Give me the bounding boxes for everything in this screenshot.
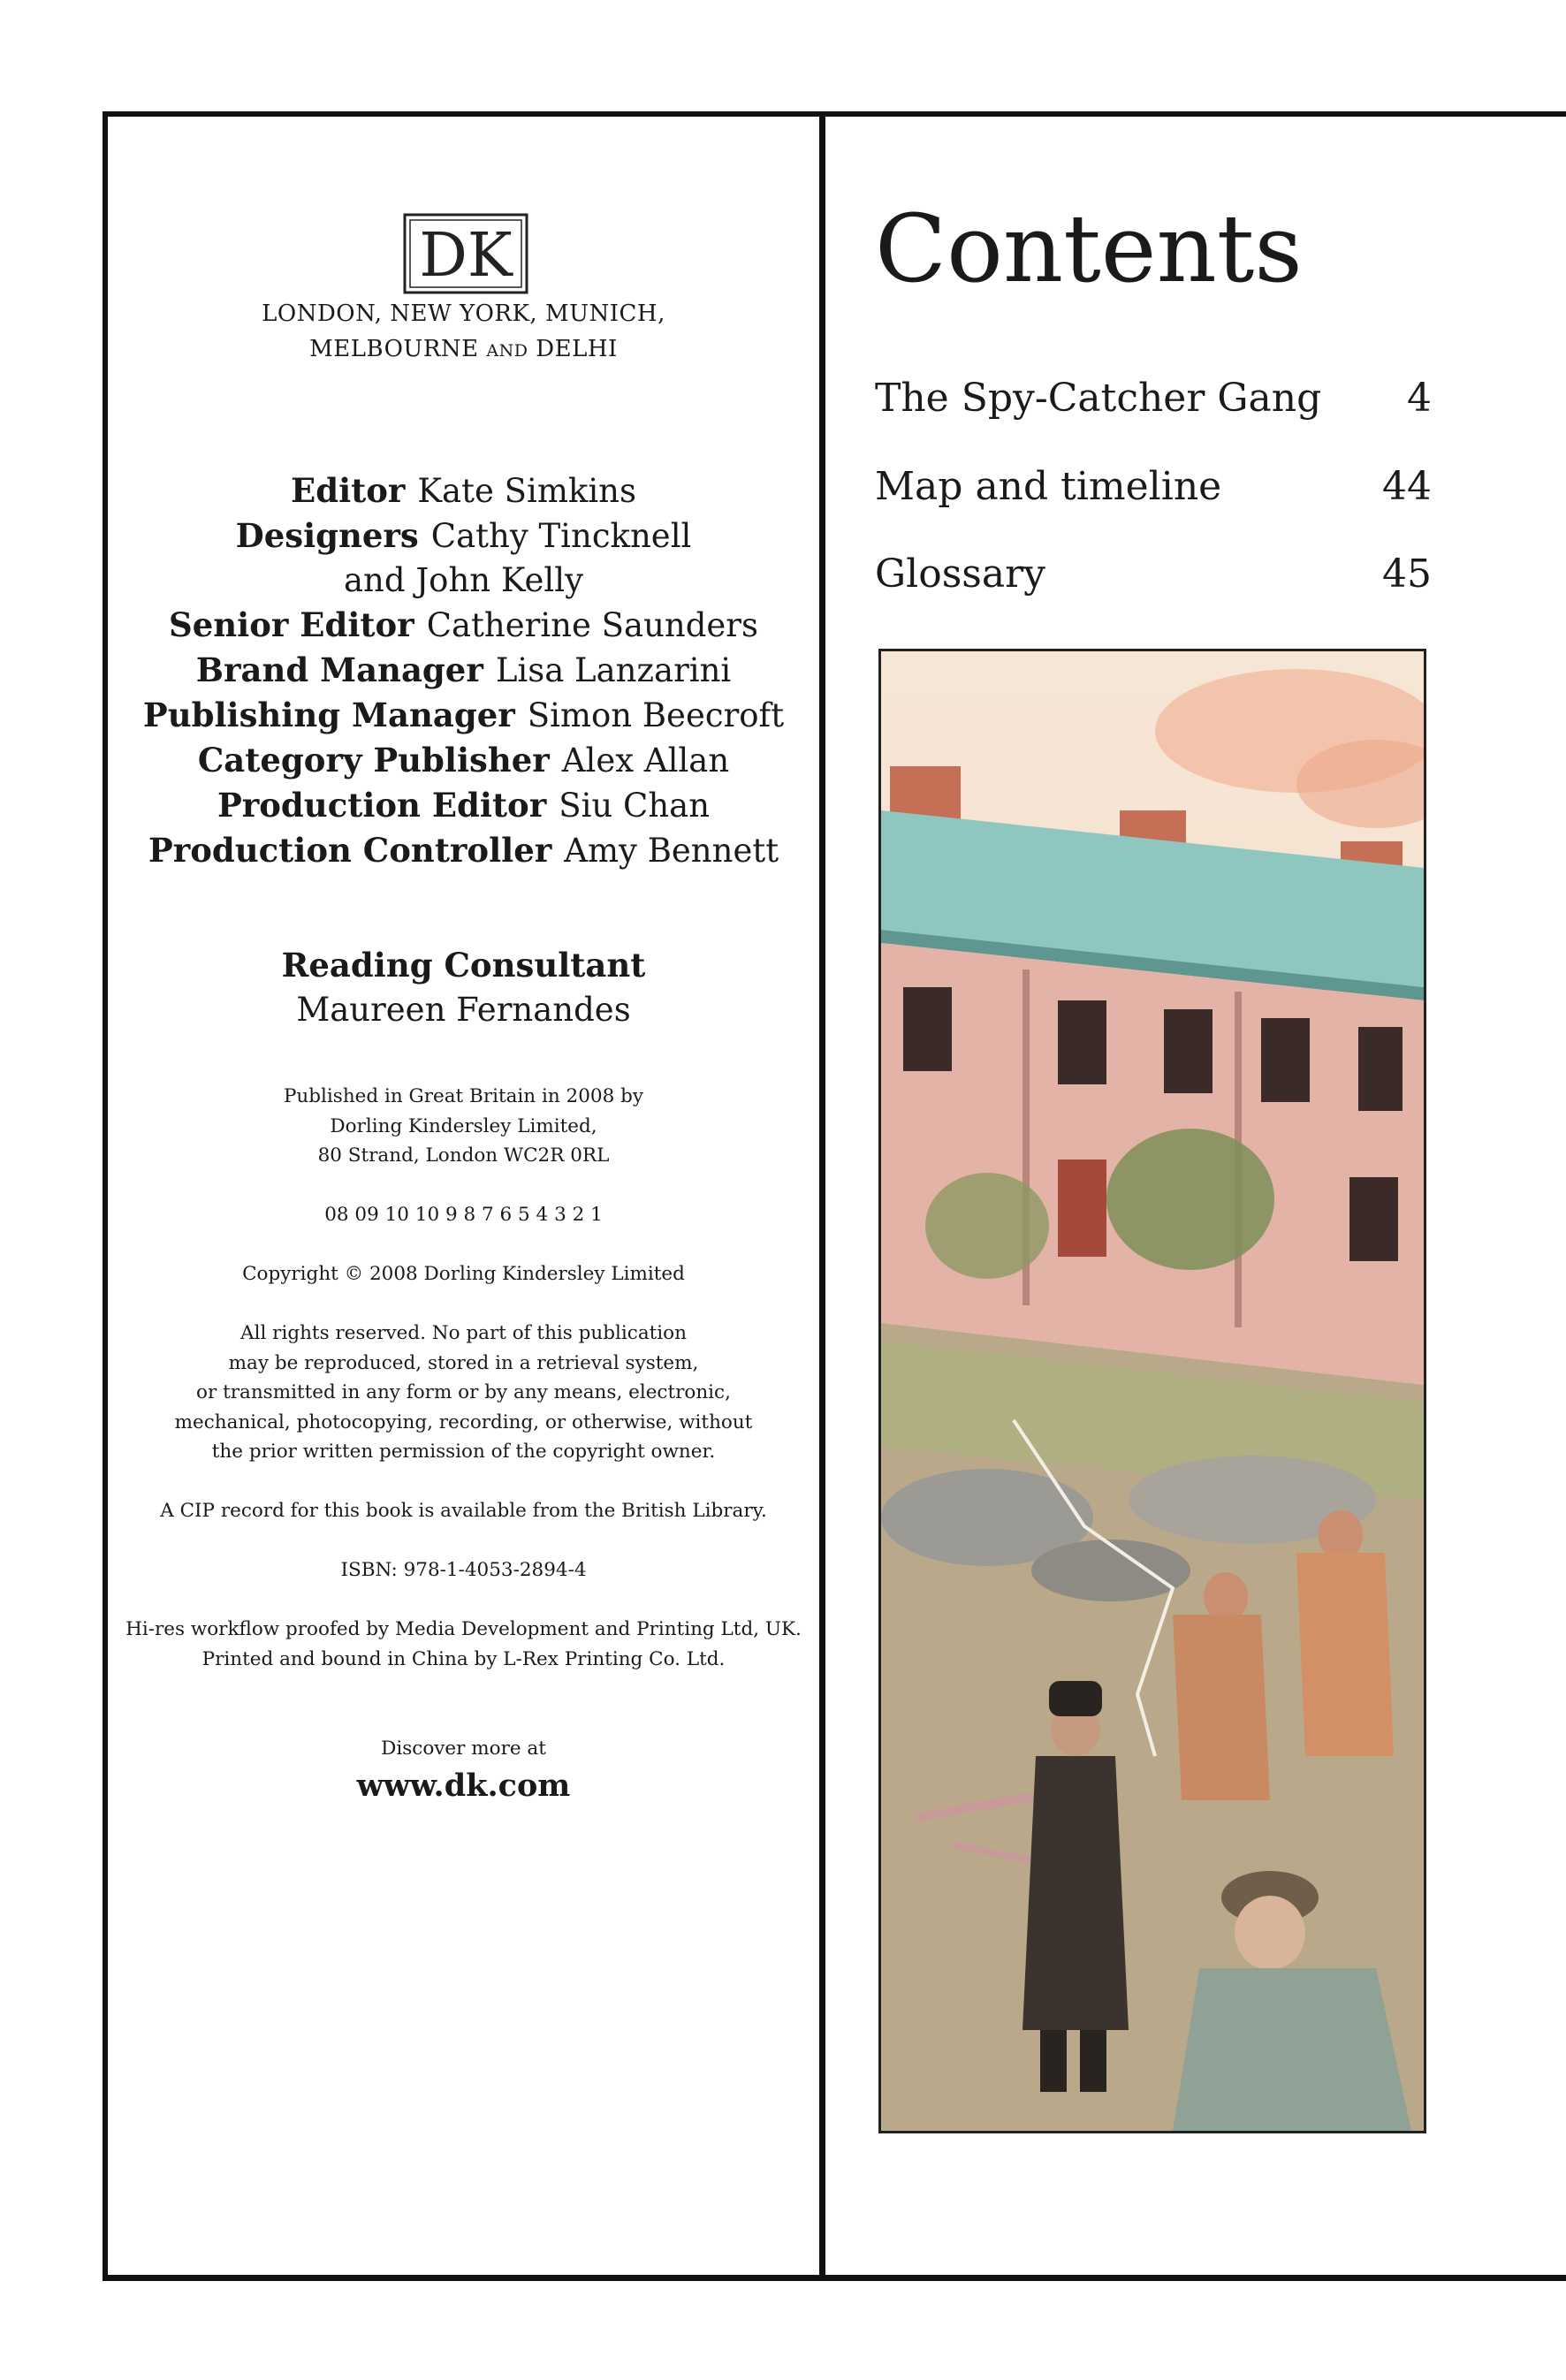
credit-row: Designers Cathy Tincknell	[235, 516, 692, 555]
credits-list	[108, 468, 819, 873]
credit-row: Production Editor Siu Chan	[217, 786, 711, 825]
published-by: Published in Great Britain in 2008 by Dorling Kindersley Limited, 80 Strand, London WC2R 0RL	[283, 1085, 644, 1167]
print-line: 08 09 10 10 9 8 7 6 5 4 3 2 1	[324, 1204, 603, 1226]
illustration-bombed-street	[878, 649, 1426, 2133]
credit-row: Publishing Manager Simon Beecroft	[142, 696, 785, 734]
cities-line-1: LONDON, NEW YORK, MUNICH,	[262, 300, 665, 327]
credit-row: Category Publisher Alex Allan	[197, 741, 730, 779]
credit-row: Editor Kate Simkins	[291, 471, 636, 510]
credit-row: Senior Editor Catherine Saunders	[169, 605, 758, 644]
isbn: ISBN: 978-1-4053-2894-4	[340, 1559, 587, 1581]
svg-text:DK: DK	[419, 221, 513, 291]
credit-row: Production Controller Amy Bennett	[148, 831, 779, 870]
toc-label: Glossary	[875, 551, 1045, 597]
credit-row: and John Kelly	[344, 561, 583, 599]
copyright-notice: Copyright © 2008 Dorling Kindersley Limited	[242, 1263, 685, 1285]
toc-item[interactable]	[875, 551, 1432, 597]
frame-bottom-border	[103, 2275, 1566, 2281]
toc-item[interactable]	[875, 376, 1432, 421]
credit-row: Brand Manager Lisa Lanzarini	[195, 650, 732, 689]
toc-item[interactable]	[875, 464, 1432, 509]
website-link[interactable]: www.dk.com	[356, 1768, 571, 1804]
toc-label: Map and timeline	[875, 464, 1222, 509]
street-scene-image	[881, 651, 1424, 2131]
imprint-page	[108, 117, 819, 2275]
reading-consultant: Reading Consultant Maureen Fernandes	[281, 946, 646, 1029]
printer-info: Hi-res workflow proofed by Media Development and Printing Ltd, UK. Printed and bound in China by L-Rex Printing Co. Ltd.	[125, 1618, 802, 1670]
toc-page: 4	[1407, 376, 1432, 421]
discover-more: Discover more at	[381, 1737, 546, 1760]
cities-line-2: MELBOURNE AND DELHI	[309, 336, 618, 362]
rights-notice: All rights reserved. No part of this publication may be reproduced, stored in a retrieval system, or transmitted in any form or by any means, electronic, mechanical, photocopying, recording, or otherwise, without the prior written permission of the copyright owner.	[174, 1322, 753, 1463]
contents-title: Contents	[875, 194, 1303, 303]
toc-page: 45	[1382, 551, 1432, 597]
cip-record: A CIP record for this book is available from the British Library.	[160, 1500, 767, 1522]
toc-label: The Spy-Catcher Gang	[875, 376, 1322, 421]
frame-divider	[819, 111, 825, 2281]
toc-page: 44	[1382, 464, 1432, 509]
dk-logo-icon	[399, 209, 532, 298]
